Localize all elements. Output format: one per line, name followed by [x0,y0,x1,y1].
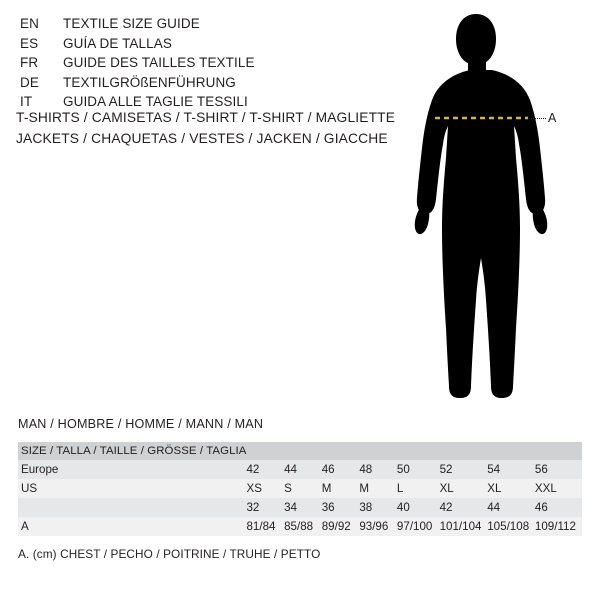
table-cell: 32 [246,498,284,517]
category-jackets: JACKETS / CHAQUETAS / VESTES / JACKEN / GIACCHE [16,131,388,146]
language-code: DE [20,74,39,90]
row-label [18,498,246,517]
table-row [18,479,582,498]
language-code: ES [20,35,39,51]
table-cell: M [359,479,397,498]
table-cell: XS [246,479,284,498]
header-cell [487,442,535,460]
table-cell: 52 [440,460,488,479]
header-cell [397,442,440,460]
header-cell [246,442,284,460]
table-cell: 42 [440,498,488,517]
silhouette-svg [380,8,600,408]
table-row [18,460,582,479]
header-cell [535,442,582,460]
table-cell: 38 [359,498,397,517]
row-label: US [18,479,246,498]
table-cell: L [397,479,440,498]
marker-leader-line [528,118,546,119]
header-cell [322,442,360,460]
table-cell: 89/92 [322,517,360,536]
table-row [18,498,582,517]
table-cell: 46 [535,498,582,517]
table-cell: 93/96 [359,517,397,536]
footnote: A. (cm) CHEST / PECHO / POITRINE / TRUHE / PETTO [18,547,321,561]
table-cell: 56 [535,460,582,479]
table-cell: XL [440,479,488,498]
table-cell: 97/100 [397,517,440,536]
size-table [18,442,582,536]
table-cell: XXL [535,479,582,498]
language-text: GUÍA DE TALLAS [63,35,172,51]
table-cell: M [322,479,360,498]
table-header-row [18,442,582,460]
language-text: GUIDA ALLE TAGLIE TESSILI [63,94,248,109]
table-cell: 34 [284,498,322,517]
table-cell: 48 [359,460,397,479]
language-code: FR [20,55,39,70]
table-cell: 105/108 [487,517,535,536]
category-headings [16,110,416,152]
language-text: TEXTILGRÖßENFÜHRUNG [63,74,236,90]
table-cell: 42 [246,460,284,479]
table-cell: 50 [397,460,440,479]
row-label: A [18,517,246,536]
category-tshirts: T-SHIRTS / CAMISETAS / T-SHIRT / T-SHIRT / MAGLIETTE [16,110,396,125]
header-cell [440,442,488,460]
table-cell: 40 [397,498,440,517]
header-size-label: SIZE / TALLA / TAILLE / GRÖSSE / TAGLIA [18,442,246,460]
language-code: EN [20,16,39,31]
table-row [18,517,582,536]
language-row [20,75,380,95]
table-cell: 81/84 [246,517,284,536]
table-cell: S [284,479,322,498]
table-cell: 44 [284,460,322,479]
male-silhouette-figure [380,8,600,408]
table-cell: 101/104 [440,517,488,536]
table-cell: 109/112 [535,517,582,536]
language-row [20,36,380,56]
chest-marker-label: A [548,111,557,125]
language-row [20,55,380,75]
row-label: Europe [18,460,246,479]
table-cell: 54 [487,460,535,479]
header-cell [284,442,322,460]
table-cell: 36 [322,498,360,517]
language-code: IT [20,94,33,109]
language-text: TEXTILE SIZE GUIDE [63,16,200,31]
header-cell [359,442,397,460]
language-text: GUIDE DES TAILLES TEXTILE [63,55,255,70]
language-row [20,16,380,36]
table-cell: 46 [322,460,360,479]
table-title: MAN / HOMBRE / HOMME / MANN / MAN [18,417,264,431]
table-cell: 85/88 [284,517,322,536]
language-list [20,16,380,114]
table-cell: 44 [487,498,535,517]
table-cell: XL [487,479,535,498]
